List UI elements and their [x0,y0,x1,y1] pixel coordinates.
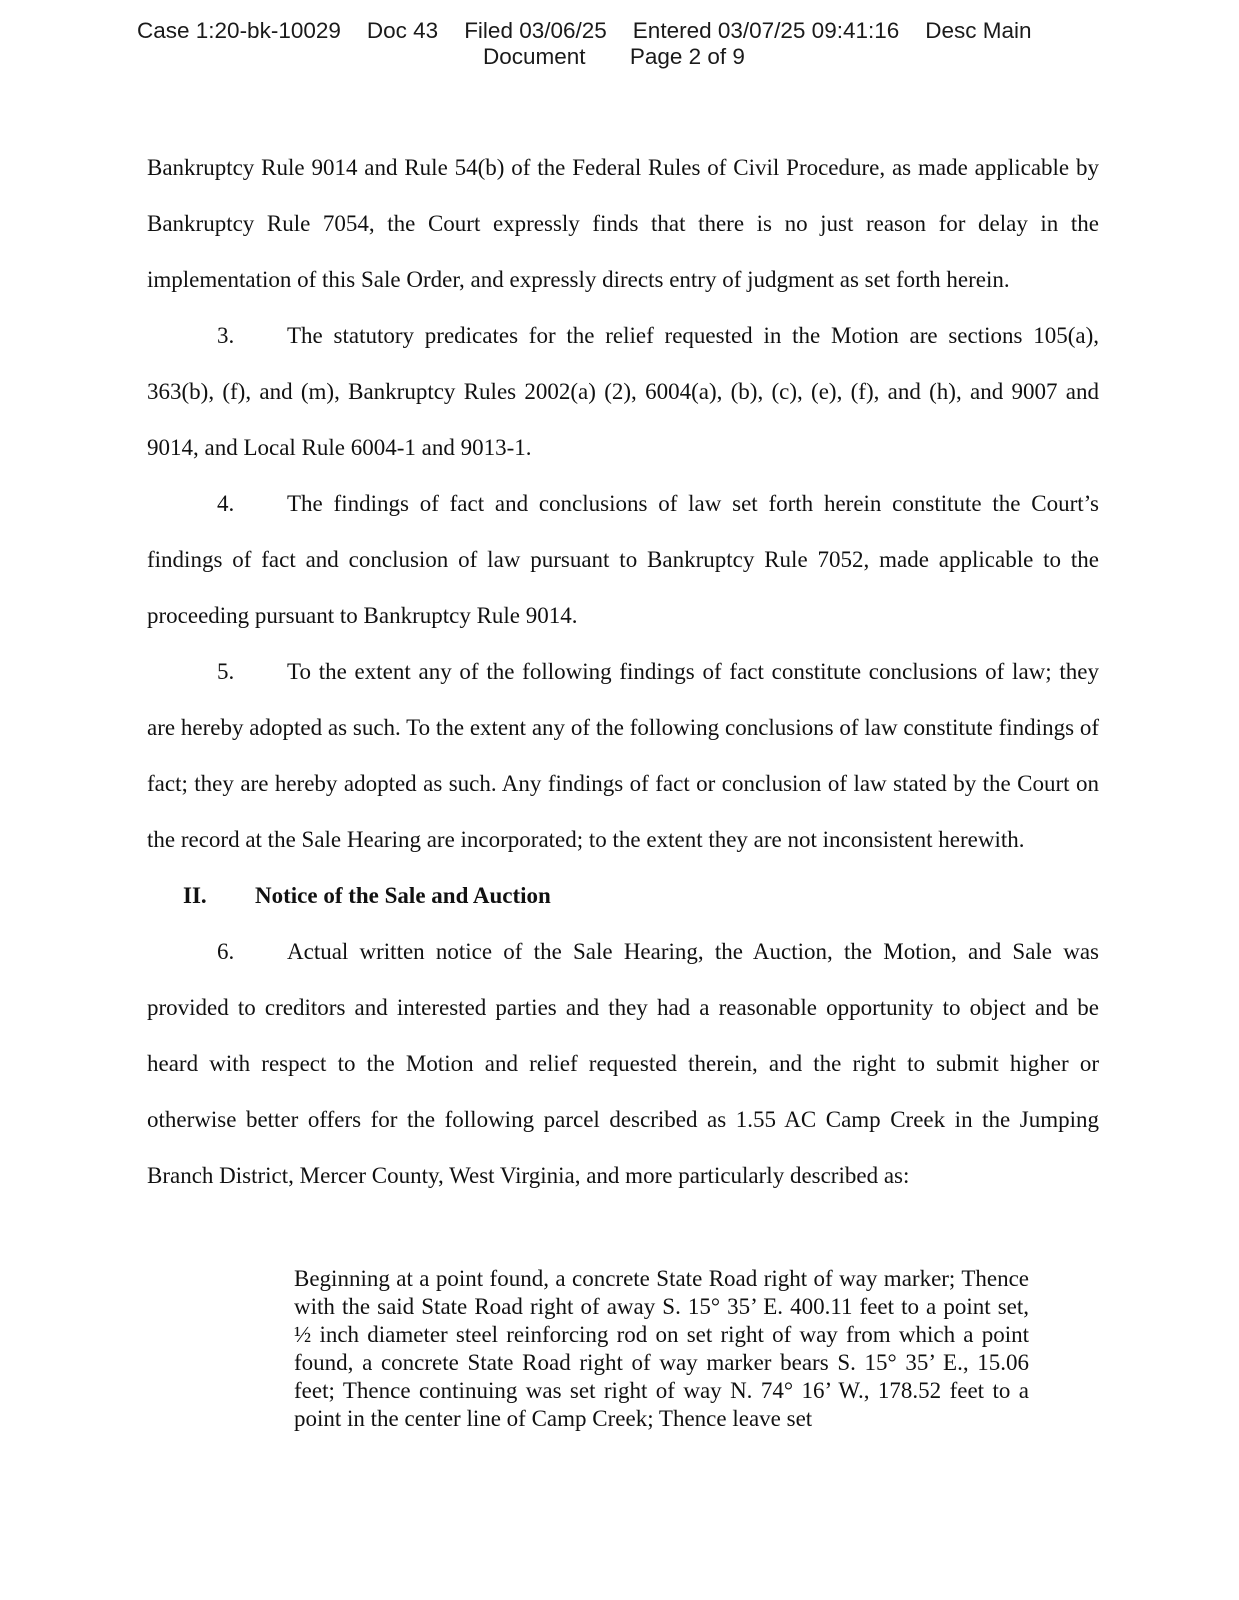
page-header [137,18,1087,70]
section-heading [147,868,1099,924]
case-number: Case 1:20-bk-10029 [137,18,341,43]
paragraph-number: 6. [217,939,235,964]
paragraph-3 [147,308,1099,476]
paragraph-text: The statutory predicates for the relief requested in the Motion are sections 105(a), 363(b), (f), and (m), Bankruptcy Rules 2002(a) (2), 6004(a), (b), (c), (e), (f), and (h), and 9007 and 9014, and Local Rule 6004-1 and 9013-1. [147,323,1099,460]
paragraph-4 [147,476,1099,644]
doc-number: Doc 43 [366,18,439,43]
paragraph-text: To the extent any of the following findings of fact constitute conclusions of law; they are hereby adopted as such. To the extent any of the following conclusions of law constitute findings of fact; they are hereby adopted as such. Any findings of fact or conclusion of law stated by the Court on the record at the Sale Hearing are incorporated; to the extent they are not inconsistent herewith. [147,659,1099,852]
desc-label: Desc Main [925,18,1032,43]
header-line-2 [137,44,1087,70]
paragraph-continued: Bankruptcy Rule 9014 and Rule 54(b) of the Federal Rules of Civil Procedure, as made applicable by Bankruptcy Rule 7054, the Court expressly finds that there is no just reason for delay in the implementation of this Sale Order, and expressly directs entry of judgment as set forth herein. [147,155,1099,292]
paragraph-number: 4. [217,491,235,516]
page-number: Page 2 of 9 [629,44,745,69]
filed-date: Filed 03/06/25 [464,18,607,43]
section-number: II. [183,883,207,908]
document-body [147,140,1099,1204]
property-description-quote: Beginning at a point found, a concrete State Road right of way marker; Thence with the said State Road right of away S. 15° 35’ E. 400.11 feet to a point set, ½ inch diameter steel reinforcing rod on set right of way from which a point found, a concrete State Road right of way marker bears S. 15° 35’ E., 15.06 feet; Thence continuing was set right of way N. 74° 16’ W., 178.52 feet to a point in the center line of Camp Creek; Thence leave set [294,1266,1029,1431]
header-line-1 [137,18,1087,44]
paragraph-6 [147,924,1099,1204]
paragraph-text: The findings of fact and conclusions of law set forth herein constitute the Court’s findings of fact and conclusion of law pursuant to Bankruptcy Rule 7052, made applicable to the proceeding pursuant to Bankruptcy Rule 9014. [147,491,1099,628]
paragraph-number: 5. [217,659,235,684]
document-label: Document [483,44,586,69]
paragraph-text: Actual written notice of the Sale Hearing, the Auction, the Motion, and Sale was provided to creditors and interested parties and they had a reasonable opportunity to object and be heard with respect to the Motion and relief requested therein, and the right to submit higher or otherwise better offers for the following parcel described as 1.55 AC Camp Creek in the Jumping Branch District, Mercer County, West Virginia, and more particularly described as: [147,939,1099,1188]
entered-date: Entered 03/07/25 09:41:16 [632,18,900,43]
section-title: Notice of the Sale and Auction [255,883,551,908]
paragraph-number: 3. [217,323,235,348]
paragraph-5 [147,644,1099,868]
